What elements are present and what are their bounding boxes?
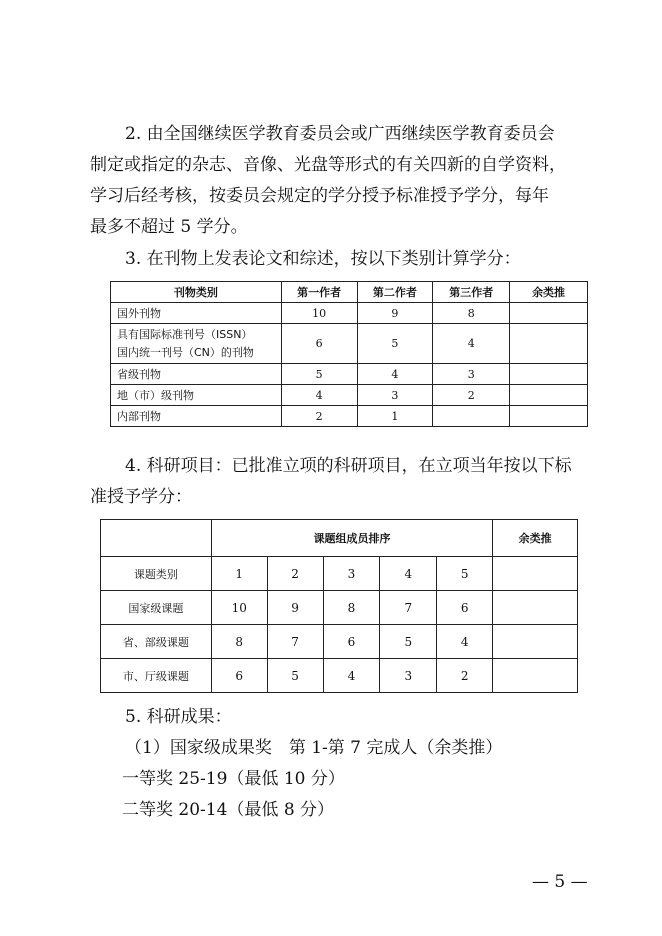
table-cell: 2 [437, 659, 493, 693]
paragraph-line: 4. 科研项目：已批准立项的科研项目，在立项当年按以下标 [125, 456, 572, 476]
table-cell-label: 国家级课题 [101, 591, 212, 625]
table-cell: 6 [437, 591, 493, 625]
table-cell [493, 591, 578, 625]
table-cell: 6 [211, 659, 267, 693]
table-row [101, 591, 578, 625]
table-cell [433, 406, 510, 427]
table-cell: 3 [380, 659, 437, 693]
paragraph-4 [90, 451, 590, 513]
table-cell: 5 [437, 557, 493, 591]
paragraph-5 [90, 702, 590, 826]
table-cell: 9 [357, 303, 433, 324]
table-cell: 2 [433, 385, 510, 406]
paragraph-line: 2. 由全国继续医学教育委员会或广西继续医学教育委员会 [125, 124, 555, 144]
table-row [111, 406, 588, 427]
table-cell-label: 课题类别 [101, 557, 212, 591]
table-header-row [101, 520, 578, 557]
paragraph-3 [125, 244, 625, 275]
table-cell: 10 [281, 303, 357, 324]
table-cell: 4 [433, 324, 510, 364]
table-row [111, 364, 588, 385]
table-row [101, 625, 578, 659]
page-number: — 5 — [532, 872, 588, 892]
table-cell: 9 [267, 591, 323, 625]
table-header: 课题组成员排序 [211, 520, 492, 557]
table-cell-label-line: 具有国际标准刊号（ISSN） [117, 327, 253, 341]
journal-credit-table [110, 281, 588, 427]
table-header-empty [101, 520, 212, 557]
table-cell: 4 [437, 625, 493, 659]
table-row [101, 557, 578, 591]
table-header: 余类推 [510, 282, 588, 303]
table-cell: 3 [323, 557, 380, 591]
table-cell: 4 [380, 557, 437, 591]
paragraph-line: 准授予学分： [90, 487, 192, 507]
table-cell: 7 [380, 591, 437, 625]
table-cell: 4 [357, 364, 433, 385]
section-title: 5. 科研成果： [125, 707, 232, 727]
table-cell-label: 省、部级课题 [101, 625, 212, 659]
table-cell: 4 [323, 659, 380, 693]
table-cell: 4 [281, 385, 357, 406]
table-cell [493, 659, 578, 693]
table-cell [510, 324, 588, 364]
table-cell-label [111, 324, 282, 364]
table-cell [493, 625, 578, 659]
table-cell: 5 [281, 364, 357, 385]
table-cell [510, 385, 588, 406]
table-cell: 5 [267, 659, 323, 693]
table-header-row [111, 282, 588, 303]
paragraph-line: 学习后经考核，按委员会规定的学分授予标准授予学分，每年 [90, 186, 549, 206]
table-row [101, 659, 578, 693]
table-cell-label: 地（市）级刊物 [111, 385, 282, 406]
paragraph-line: （1）国家级成果奖 第 1-第 7 完成人（余类推） [125, 738, 503, 758]
paragraph-line: 一等奖 25-19（最低 10 分） [122, 769, 345, 789]
table-cell: 7 [267, 625, 323, 659]
paragraph-line: 二等奖 20-14（最低 8 分） [122, 800, 335, 820]
table-cell: 6 [323, 625, 380, 659]
table-cell-label: 内部刊物 [111, 406, 282, 427]
table-cell: 2 [267, 557, 323, 591]
table-row [111, 303, 588, 324]
table-cell [510, 303, 588, 324]
table-cell-label: 国外刊物 [111, 303, 282, 324]
table-cell: 5 [380, 625, 437, 659]
table-cell: 3 [357, 385, 433, 406]
table-header: 余类推 [493, 520, 578, 557]
table-row [111, 324, 588, 364]
table-cell: 10 [211, 591, 267, 625]
table-header: 第一作者 [281, 282, 357, 303]
paragraph-line: 最多不超过 5 学分。 [90, 217, 248, 237]
table-cell: 5 [357, 324, 433, 364]
table-header: 第二作者 [357, 282, 433, 303]
table-cell-label: 省级刊物 [111, 364, 282, 385]
paragraph-line: 制定或指定的杂志、音像、光盘等形式的有关四新的自学资料， [90, 155, 566, 175]
paragraph-2 [90, 119, 590, 243]
table-cell [510, 406, 588, 427]
table-cell-label: 市、厅级课题 [101, 659, 212, 693]
table-cell: 6 [281, 324, 357, 364]
table-header: 刊物类别 [111, 282, 282, 303]
table-cell [510, 364, 588, 385]
table-header: 第三作者 [433, 282, 510, 303]
paragraph-line: 3. 在刊物上发表论文和综述，按以下类别计算学分： [125, 249, 521, 269]
table-cell: 8 [433, 303, 510, 324]
table-cell [493, 557, 578, 591]
table-cell: 1 [211, 557, 267, 591]
table-cell: 3 [433, 364, 510, 385]
table-cell: 2 [281, 406, 357, 427]
table-row [111, 385, 588, 406]
table-cell-label-line: 国内统一刊号（CN）的刊物 [117, 345, 254, 359]
table-cell: 8 [211, 625, 267, 659]
table-cell: 1 [357, 406, 433, 427]
research-project-table [100, 519, 578, 693]
table-cell: 8 [323, 591, 380, 625]
